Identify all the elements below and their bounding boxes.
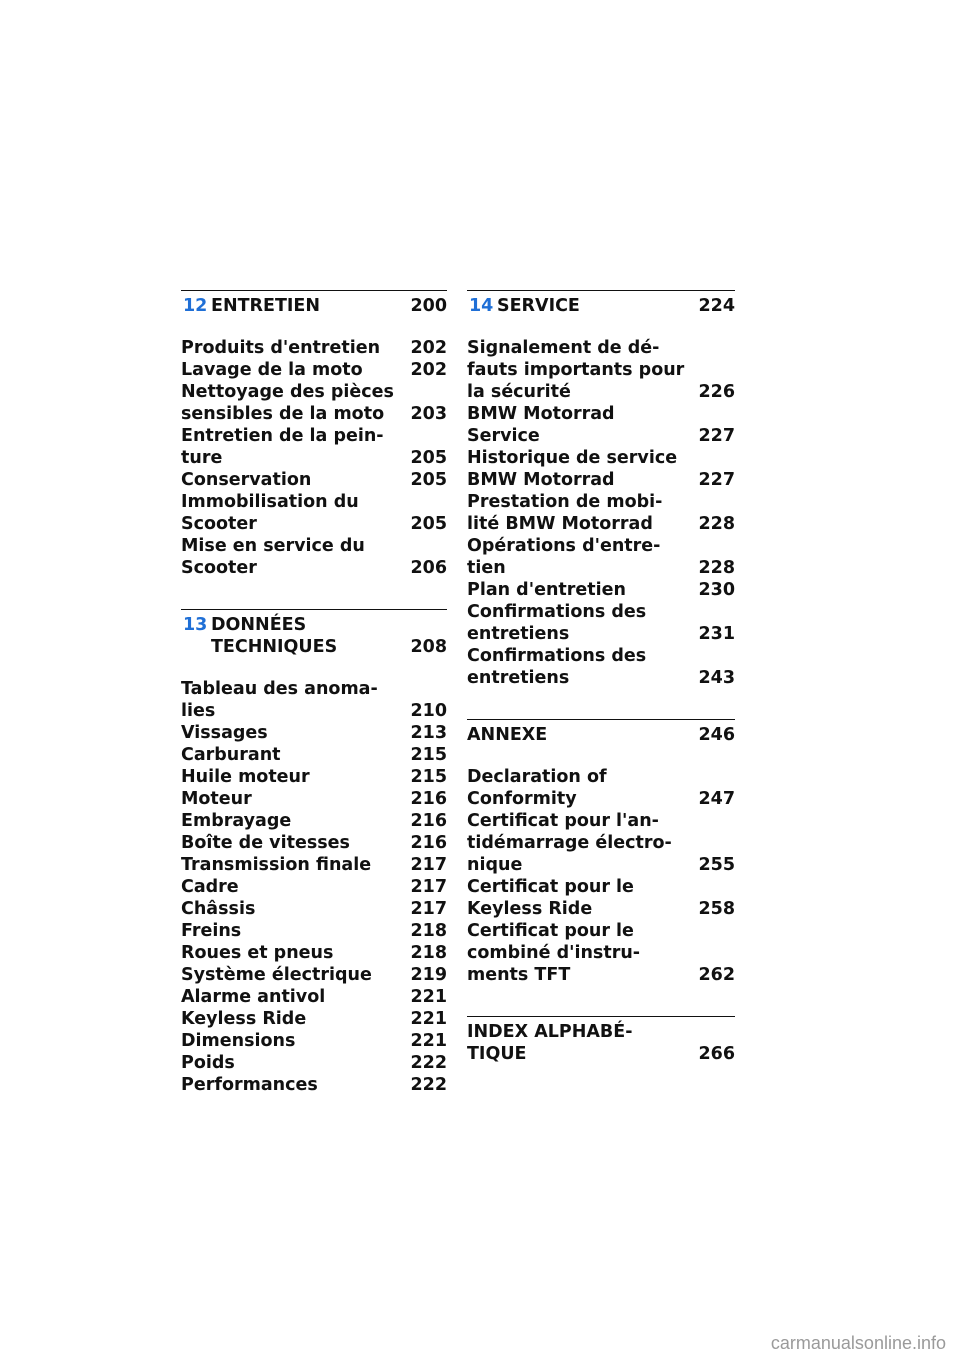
toc-entry[interactable]: [181, 810, 447, 832]
toc-entry-page: 216: [410, 833, 447, 853]
toc-entry-title: Signalement de dé- fauts importants pour la sécurité: [467, 338, 685, 402]
toc-entry-title: Declaration of Conformity: [467, 767, 607, 809]
toc-entry[interactable]: [467, 535, 735, 579]
toc-entry-title: Cadre: [181, 877, 239, 897]
toc-entry[interactable]: [181, 535, 447, 579]
chapter-heading[interactable]: [467, 1021, 735, 1065]
toc-entry[interactable]: [181, 876, 447, 898]
toc-entry-title: Nettoyage des pièces sensibles de la moto: [181, 382, 394, 424]
toc-entry-page: 202: [410, 360, 447, 380]
toc-entry-title: Huile moteur: [181, 767, 310, 787]
toc-entry-title: Certificat pour le combiné d'instru- ments TFT: [467, 921, 641, 985]
toc-entry-title: Vissages: [181, 723, 268, 743]
toc-entry-page: 217: [410, 855, 447, 875]
toc-entry-title: Châssis: [181, 899, 256, 919]
toc-entry-title: Système électrique: [181, 965, 372, 985]
toc-entry[interactable]: [181, 854, 447, 876]
toc-entry-title: Boîte de vitesses: [181, 833, 350, 853]
toc-entry-title: Plan d'entretien: [467, 580, 626, 600]
toc-entry-title: Conservation: [181, 470, 312, 490]
toc-entry-page: 206: [410, 558, 447, 578]
chapter-number: 12: [183, 296, 208, 316]
toc-entry-title: Certificat pour le Keyless Ride: [467, 877, 634, 919]
toc-entry[interactable]: [181, 678, 447, 722]
toc-entry-title: Alarme antivol: [181, 987, 326, 1007]
toc-entry[interactable]: [467, 579, 735, 601]
toc-entry-page: 227: [698, 470, 735, 490]
toc-entry[interactable]: [181, 359, 447, 381]
chapter-heading[interactable]: [181, 295, 447, 317]
toc-entry[interactable]: [181, 425, 447, 469]
toc-entry[interactable]: [181, 942, 447, 964]
toc-entry[interactable]: [181, 788, 447, 810]
toc-entry-title: Tableau des anoma- lies: [181, 679, 378, 721]
toc-entry-page: 215: [410, 767, 447, 787]
toc-entry-title: Keyless Ride: [181, 1009, 307, 1029]
chapter-divider: [467, 719, 735, 720]
toc-entry-title: Confirmations des entretiens: [467, 602, 647, 644]
toc-entry-title: Transmission finale: [181, 855, 372, 875]
toc-entry-page: 231: [698, 624, 735, 644]
toc-entry-page: 202: [410, 338, 447, 358]
toc-entry[interactable]: [181, 1052, 447, 1074]
toc-entry-list: [467, 766, 735, 986]
toc-entry[interactable]: [181, 1008, 447, 1030]
toc-entry[interactable]: [181, 744, 447, 766]
toc-entry-page: 213: [410, 723, 447, 743]
toc-entry-title: Opérations d'entre- tien: [467, 536, 661, 578]
chapter-page-number: 224: [698, 296, 735, 316]
chapter-title: ANNEXE: [467, 725, 548, 745]
chapter-page-number: 266: [698, 1044, 735, 1064]
toc-entry-page: 227: [698, 426, 735, 446]
toc-entry-title: Produits d'entretien: [181, 338, 381, 358]
toc-chapter: [181, 290, 447, 579]
toc-entry-page: 217: [410, 899, 447, 919]
chapter-divider: [467, 290, 735, 291]
chapter-title: DONNÉES TECHNIQUES: [211, 615, 338, 657]
toc-entry-page: 230: [698, 580, 735, 600]
toc-entry-page: 216: [410, 789, 447, 809]
chapter-page-number: 208: [410, 637, 447, 657]
toc-entry-title: Performances: [181, 1075, 318, 1095]
toc-entry[interactable]: [467, 876, 735, 920]
toc-entry-page: 203: [410, 404, 447, 424]
toc-entry-list: [181, 337, 447, 579]
chapter-heading[interactable]: [181, 614, 447, 658]
toc-entry-title: Freins: [181, 921, 242, 941]
toc-entry-title: Prestation de mobi- lité BMW Motorrad: [467, 492, 663, 534]
toc-entry[interactable]: [181, 1074, 447, 1096]
toc-entry[interactable]: [181, 766, 447, 788]
toc-chapter: [467, 290, 735, 689]
toc-entry[interactable]: [181, 964, 447, 986]
toc-entry[interactable]: [467, 920, 735, 986]
toc-entry[interactable]: [181, 491, 447, 535]
toc-entry-title: Roues et pneus: [181, 943, 334, 963]
toc-entry-page: 205: [410, 470, 447, 490]
toc-entry[interactable]: [181, 1030, 447, 1052]
toc-entry-page: 247: [698, 789, 735, 809]
toc-entry-title: Moteur: [181, 789, 252, 809]
toc-entry-title: Embrayage: [181, 811, 292, 831]
toc-entry-page: 216: [410, 811, 447, 831]
toc-entry[interactable]: [467, 337, 735, 403]
toc-entry-title: Poids: [181, 1053, 235, 1073]
toc-entry-page: 215: [410, 745, 447, 765]
toc-entry-page: 218: [410, 943, 447, 963]
toc-entry-page: 222: [410, 1075, 447, 1095]
chapter-heading[interactable]: [467, 295, 735, 317]
toc-entry-title: Carburant: [181, 745, 281, 765]
chapter-divider: [467, 1016, 735, 1017]
toc-entry[interactable]: [467, 403, 735, 447]
chapter-number: 13: [183, 615, 208, 635]
toc-entry-page: 262: [698, 965, 735, 985]
toc-entry-page: 243: [698, 668, 735, 688]
toc-entry[interactable]: [181, 469, 447, 491]
toc-chapter: [467, 1016, 735, 1065]
toc-entry[interactable]: [467, 645, 735, 689]
toc-entry[interactable]: [181, 898, 447, 920]
toc-entry-page: 221: [410, 987, 447, 1007]
toc-entry[interactable]: [181, 832, 447, 854]
toc-entry[interactable]: [467, 810, 735, 876]
toc-entry-list: [467, 337, 735, 689]
chapter-heading[interactable]: [467, 724, 735, 746]
toc-entry-title: Lavage de la moto: [181, 360, 363, 380]
toc-entry-page: 210: [410, 701, 447, 721]
toc-right-column: [467, 290, 735, 1095]
toc-entry-title: Mise en service du Scooter: [181, 536, 365, 578]
toc-entry-page: 222: [410, 1053, 447, 1073]
toc-entry-title: Confirmations des entretiens: [467, 646, 647, 688]
toc-entry[interactable]: [181, 722, 447, 744]
chapter-title: INDEX ALPHABÉ- TIQUE: [467, 1022, 633, 1064]
toc-entry[interactable]: [467, 491, 735, 535]
toc-entry-page: 226: [698, 382, 735, 402]
toc-entry-page: 228: [698, 514, 735, 534]
toc-entry-page: 228: [698, 558, 735, 578]
chapter-title: SERVICE: [497, 296, 580, 316]
toc-left-column: [181, 290, 447, 1126]
toc-entry[interactable]: [467, 601, 735, 645]
toc-entry[interactable]: [181, 986, 447, 1008]
toc-entry-page: 205: [410, 448, 447, 468]
toc-entry-title: Certificat pour l'an- tidémarrage électro- nique: [467, 811, 672, 875]
toc-entry-page: 255: [698, 855, 735, 875]
toc-entry-title: Historique de service BMW Motorrad: [467, 448, 678, 490]
toc-entry-page: 217: [410, 877, 447, 897]
chapter-title: ENTRETIEN: [211, 296, 321, 316]
toc-entry-page: 258: [698, 899, 735, 919]
toc-entry[interactable]: [181, 920, 447, 942]
chapter-divider: [181, 609, 447, 610]
toc-entry[interactable]: [467, 766, 735, 810]
toc-entry-page: 205: [410, 514, 447, 534]
toc-entry[interactable]: [467, 447, 735, 491]
toc-entry-page: 218: [410, 921, 447, 941]
toc-entry[interactable]: [181, 337, 447, 359]
toc-entry[interactable]: [181, 381, 447, 425]
toc-entry-title: Immobilisation du Scooter: [181, 492, 359, 534]
toc-entry-page: 221: [410, 1031, 447, 1051]
toc-entry-list: [181, 678, 447, 1096]
toc-chapter: [467, 719, 735, 986]
watermark: carmanualsonline.info: [770, 1333, 946, 1353]
toc-entry-page: 221: [410, 1009, 447, 1029]
chapter-page-number: 246: [698, 725, 735, 745]
toc-entry-title: BMW Motorrad Service: [467, 404, 615, 446]
chapter-number: 14: [469, 296, 494, 316]
chapter-divider: [181, 290, 447, 291]
toc-chapter: [181, 609, 447, 1096]
toc-entry-title: Entretien de la pein- ture: [181, 426, 384, 468]
toc-entry-page: 219: [410, 965, 447, 985]
chapter-page-number: 200: [410, 296, 447, 316]
toc-entry-title: Dimensions: [181, 1031, 296, 1051]
